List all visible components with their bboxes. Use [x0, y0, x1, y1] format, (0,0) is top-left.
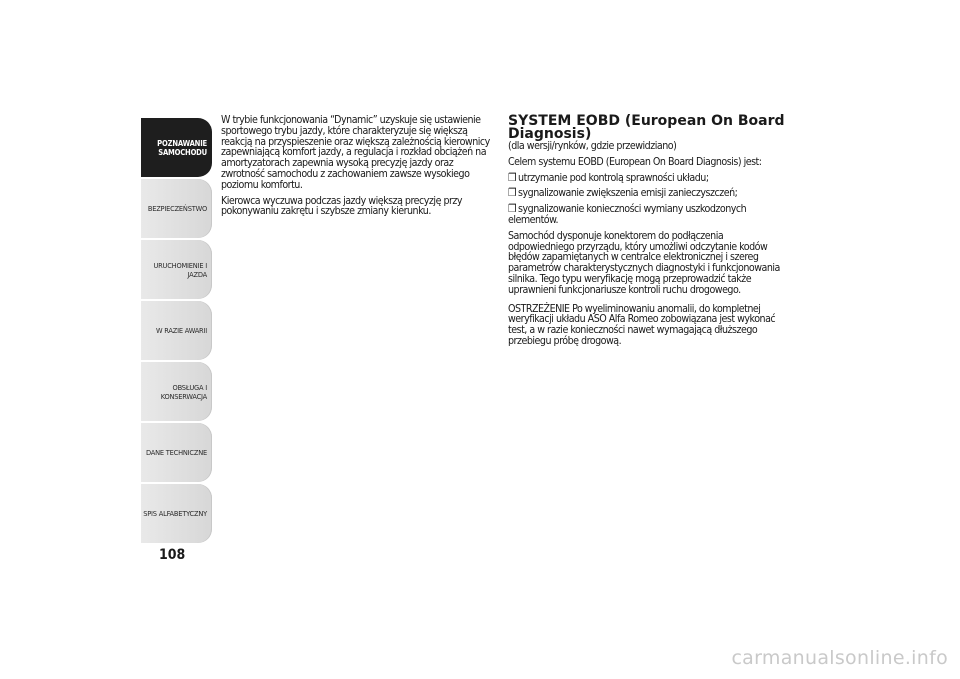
intro-text: Celem systemu EOBD (European On Board Diagnosis) jest: [508, 155, 762, 168]
tab-label: DANE TECHNICZNE [145, 448, 207, 457]
tab-label: URUCHOMIENIE I JAZDA [153, 260, 207, 279]
tab-w-razie-awarii[interactable] [141, 301, 212, 360]
chapter-tabs [141, 118, 212, 545]
checkbox-bullet-icon: ❒ [508, 187, 517, 200]
tab-uruchomienie-i-jazda[interactable] [141, 240, 212, 299]
tab-dane-techniczne[interactable] [141, 423, 212, 482]
tab-poznawanie-samochodu[interactable] [141, 118, 212, 177]
body-paragraph: Samochód dysponuje konektorem do podłączenia odpowiedniego przyrządu, który umożliwi odczytanie kodów błędów zapamiętanych w centralce elektronicznej i szereg parametrów charakterystycznych diagnostyki i funkcjonowania silnika. Tego typu weryfikację mogą przeprowadzić także uprawnieni funkcjonariusze kontroli ruchu drogowego. [508, 229, 780, 296]
tab-obsluga-i-konserwacja[interactable] [141, 362, 212, 421]
warning-paragraph: OSTRZEŻENIE Po wyeliminowaniu anomalii, do kompletnej weryfikacji układu ASO Alfa Romeo zobowiązana jest wykonać test, a w razie konieczności nawet wymagającą dłuższego przebiegu próbę drogową. [508, 302, 776, 347]
paragraph-dynamic-mode: W trybie funkcjonowania “Dynamic” uzyskuje się ustawienie sportowego trybu jazdy, które charakteryzuje się większą reakcją na przyspieszenie oraz większą zależnością kierownicy zapewniającą komfort jazdy, a regulacja i rozkład obciążeń na amortyzatorach zapewnia wysoką precyzję jazdy oraz zwrotność samochodu z zachowaniem zawsze wysokiego poziomu komfortu. [221, 114, 490, 191]
watermark: carmanualsonline.info [731, 647, 948, 669]
list-item-text: sygnalizowanie zwiększenia emisji zanieczyszczeń; [518, 187, 738, 200]
list-item [508, 204, 788, 226]
tab-spis-alfabetyczny[interactable] [141, 484, 212, 543]
tab-label: POZNAWANIE SAMOCHODU [157, 138, 207, 157]
right-column [508, 115, 788, 352]
list-item [508, 173, 788, 184]
tab-label: BEZPIECZEŃSTWO [147, 204, 207, 213]
tab-label: W RAZIE AWARII [156, 326, 207, 335]
checkbox-bullet-icon: ❒ [508, 203, 517, 216]
list-item-text: utrzymanie pod kontrolą sprawności układu; [518, 171, 709, 184]
list-item [508, 188, 788, 199]
section-title: SYSTEM EOBD (European On Board Diagnosis) [508, 113, 785, 142]
tab-label: OBSŁUGA I KONSERWACJA [160, 382, 207, 401]
paragraph-driver-precision: Kierowca wyczuwa podczas jazdy większą precyzję przy pokonywaniu zakrętu i szybsze zmiany kierunku. [221, 194, 463, 218]
left-column [221, 115, 491, 222]
tab-label: SPIS ALFABETYCZNY [143, 509, 207, 518]
list-item-text: sygnalizowanie konieczności wymiany uszkodzonych elementów. [508, 203, 747, 226]
checkbox-bullet-icon: ❒ [508, 171, 517, 184]
page-number: 108 [159, 547, 186, 563]
section-subtitle: (dla wersji/rynków, gdzie przewidziano) [508, 140, 677, 152]
tab-bezpieczenstwo[interactable] [141, 179, 212, 238]
